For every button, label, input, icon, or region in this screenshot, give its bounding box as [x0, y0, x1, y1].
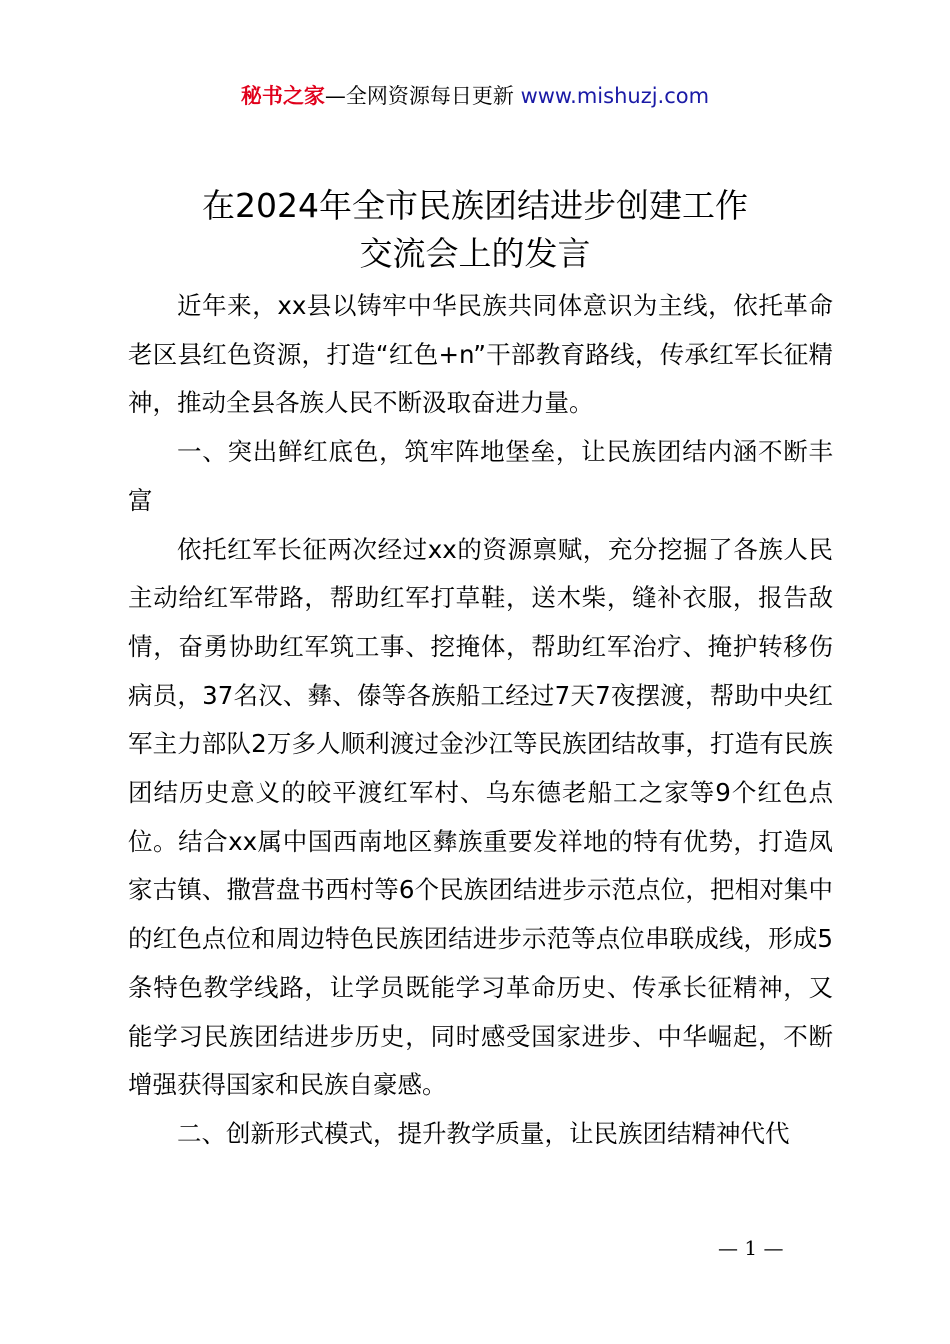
site-brand: 秘书之家	[240, 84, 325, 108]
document-title	[0, 182, 950, 278]
site-url-link[interactable]: www.mishuzj.com	[520, 84, 710, 108]
section-heading-1: 一、突出鲜红底色，筑牢阵地堡垒，让民族团结内涵不断丰富	[128, 437, 833, 515]
site-header	[0, 80, 950, 112]
section-heading-2: 二、创新形式模式，提升教学质量，让民族团结精神代代	[177, 1118, 790, 1148]
body-paragraph: 依托红军长征两次经过xx的资源禀赋，充分挖掘了各族人民主动给红军带路，帮助红军打草鞋，送木柴，缝补衣服，报告敌情，奋勇协助红军筑工事、挖掩体，帮助红军治疗、掩护转移伤病员，37名汉、彝、傣等各族船工经过7天7夜摆渡，帮助中央红军主力部队2万多人顺利渡过金沙江等民族团结故事，打造有民族团结历史意义的皎平渡红军村、乌东德老船工之家等9个红色点位。结合xx属中国西南地区彝族重要发祥地的特有优势，打造凤家古镇、撒营盘书西村等6个民族团结进步示范点位，把相对集中的红色点位和周边特色民族团结进步示范等点位串联成线，形成5条特色教学线路，让学员既能学习革命历史、传承长征精神，又能学习民族团结进步历史，同时感受国家进步、中华崛起，不断增强获得国家和民族自豪感。	[128, 534, 833, 1100]
document-title-line-1: 在2024年全市民族团结进步创建工作	[202, 186, 748, 225]
document-body	[128, 282, 833, 1159]
document-title-line-2: 交流会上的发言	[359, 234, 591, 273]
page-number: — 1 —	[718, 1236, 784, 1260]
intro-paragraph: 近年来，xx县以铸牢中华民族共同体意识为主线，依托革命老区县红色资源，打造“红色+n”干部教育路线，传承红军长征精神，推动全县各族人民不断汲取奋进力量。	[128, 291, 833, 418]
site-tagline: —全网资源每日更新	[324, 84, 521, 108]
